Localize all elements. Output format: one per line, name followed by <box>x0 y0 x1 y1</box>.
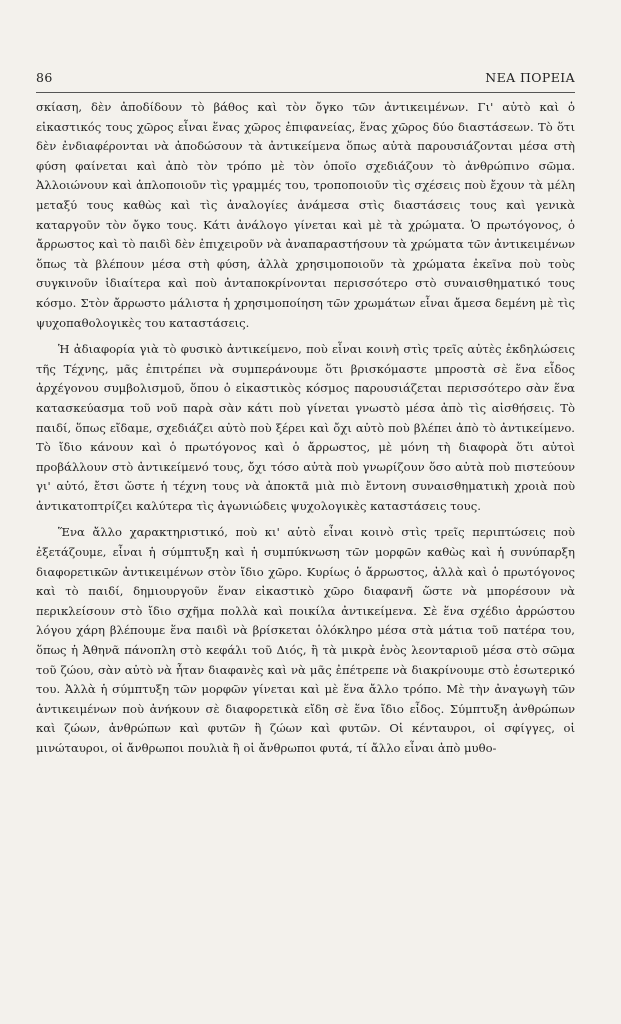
body-text <box>36 98 575 759</box>
paragraph-3: Ἕνα ἄλλο χαρακτηριστικό, ποὺ κι' αὐτὸ εἶναι κοινὸ στὶς τρεῖς περιπτώσεις ποὺ ἐξετάζουμε, εἶναι ἡ σύμπτυξη καὶ ἡ συμπύκνωση τῶν μορφῶν καθὼς καὶ ἡ συνύπαρξη διαφορετικῶν ἀντικειμένων στὸν ἴδιο χῶρο. Κυρίως ὁ ἄρρωστος, ἀλλὰ καὶ ὁ πρωτόγονος καὶ τὸ παιδί, δημιουργοῦν ἕναν εἰκαστικὸ χῶρο διαφανῆ ὥστε νὰ μπορέσουν νὰ περικλείσουν στὸ ἴδιο σχῆμα πολλὰ καὶ ποικίλα ἀντικείμενα. Σὲ ἕνα σχέδιο ἀρρώστου λόγου χάρη βλέπουμε ἕνα παιδὶ νὰ βρίσκεται ὁλόκληρο μέσα στὰ μάτια τοῦ πατέρα του, ὅπως ἡ Ἀθηνᾶ πάνοπλη στὸ κεφάλι τοῦ Διός, ἢ τὰ μικρὰ ἑνὸς λεονταριοῦ μέσα στὸ σῶμα τοῦ ζώου, σὰν αὐτὸ νὰ ἦταν διαφανὲς καὶ νὰ μᾶς ἐπέτρεπε νὰ διακρίνουμε στὸ ἐσωτερικό του. Ἀλλὰ ἡ σύμπτυξη τῶν μορφῶν γίνεται καὶ μὲ ἕνα ἄλλο τρόπο. Μὲ τὴν ἀναγωγὴ τῶν ἀντικειμένων ποὺ ἀνήκουν σὲ διαφορετικὰ εἴδη σὲ ἕνα ἴδιο εἶδος. Σύμπτυξη ἀνθρώπων καὶ ζώων, ἀνθρώπων καὶ φυτῶν ἢ ζώων καὶ φυτῶν. Οἱ κένταυροι, οἱ σφίγγες, οἱ μινώταυροι, οἱ ἄνθρωποι πουλιὰ ἢ οἱ ἄνθρωποι φυτά, τί ἄλλο εἶναι ἀπὸ μυθο- <box>36 525 575 755</box>
page-number: 86 <box>36 70 53 85</box>
running-title: ΝΕΑ ΠΟΡΕΙΑ <box>485 70 575 85</box>
paragraph-2: Ἡ ἀδιαφορία γιὰ τὸ φυσικὸ ἀντικείμενο, ποὺ εἶναι κοινὴ στὶς τρεῖς αὐτὲς ἐκδηλώσεις τῆς Τέχνης, μᾶς ἐπιτρέπει νὰ συμπεράνουμε ὅτι βρισκόμαστε μπροστὰ σὲ ἕνα εἶδος ἀρχέγονου συμβολισμοῦ, ὅπου ὁ εἰκαστικὸς κόσμος παρουσιάζεται περισσότερο σὰν ἕνα κατασκεύασμα τοῦ νοῦ παρὰ σὰν κάτι ποὺ γίνεται γνωστὸ μέσα ἀπὸ τὶς αἰσθήσεις. Τὸ παιδί, ὅπως εἴδαμε, σχεδιάζει αὐτὸ ποὺ ξέρει καὶ ὄχι αὐτὸ ποὺ βλέπει ἀπὸ τὸ ἀντικείμενο. Τὸ ἴδιο κάνουν καὶ ὁ πρωτόγονος καὶ ὁ ἄρρωστος, μὲ μόνη τὴ διαφορὰ ὅτι αὐτοὶ προβάλλουν στὸ ἀντικείμενό τους, ὄχι τόσο αὐτὰ ποὺ γνωρίζουν ὅσο αὐτὰ ποὺ πιστεύουν γι' αὐτό, ἔτσι ὥστε ἡ τέχνη τους νὰ ἀποκτᾶ μιὰ πιὸ ἔντονη συναισθηματικὴ χροιὰ ποὺ ἀντικατοπτρίζει καλύτερα τὶς ἀγωνιώδεις ψυχολογικὲς καταστάσεις τους. <box>36 342 575 513</box>
paragraph-1: σκίαση, δὲν ἀποδίδουν τὸ βάθος καὶ τὸν ὄγκο τῶν ἀντικειμένων. Γι' αὐτὸ καὶ ὁ εἰκαστικός τους χῶρος εἶναι ἕνας χῶρος ἐπιφανείας, ἕνας χῶρος δύο διαστάσεων. Τὸ ὅτι δὲν ἐνδιαφέρονται νὰ ἀποδώσουν τὰ ἀντικείμενα ὅπως αὐτὰ παρουσιάζονται μέσα στὴ φύση φαίνεται καὶ ἀπὸ τὸν τρόπο μὲ τὸν ὁποῖο σχεδιάζουν τὸ ἀνθρώπινο σῶμα. Ἀλλοιώνουν καὶ ἁπλοποιοῦν τὶς γραμμές του, τροποποιοῦν τὶς σχέσεις ποὺ ἔχουν τὰ μέλη μεταξύ τους καθὼς καὶ τὶς ἀναλογίες ἀνάμεσα στὶς διαστάσεις τους καὶ γενικὰ καταργοῦν τὸν ὄγκο τους. Κάτι ἀνάλογο γίνεται καὶ μὲ τὰ χρώματα. Ὁ πρωτόγονος, ὁ ἄρρωστος καὶ τὸ παιδὶ δὲν ἐπιχειροῦν νὰ ἀναπαραστήσουν τὰ χρώματα τῶν ἀντικειμένων ὅπως τὰ βλέπουν μέσα στὴ φύση, ἀλλὰ χρησιμοποιοῦν τὰ χρώματα ἐκεῖνα ποὺ τοὺς συγκινοῦν ἰδιαίτερα καὶ ποὺ ἀνταποκρίνονται περισσότερο στὸ συναισθηματικό τους κόσμο. Στὸν ἄρρωστο μάλιστα ἡ χρησιμοποίηση τῶν χρωμάτων εἶναι ἄμεσα δεμένη μὲ τὶς ψυχοπαθολογικὲς του καταστάσεις. <box>36 100 575 330</box>
header-rule <box>36 92 575 93</box>
page-header <box>36 70 575 85</box>
